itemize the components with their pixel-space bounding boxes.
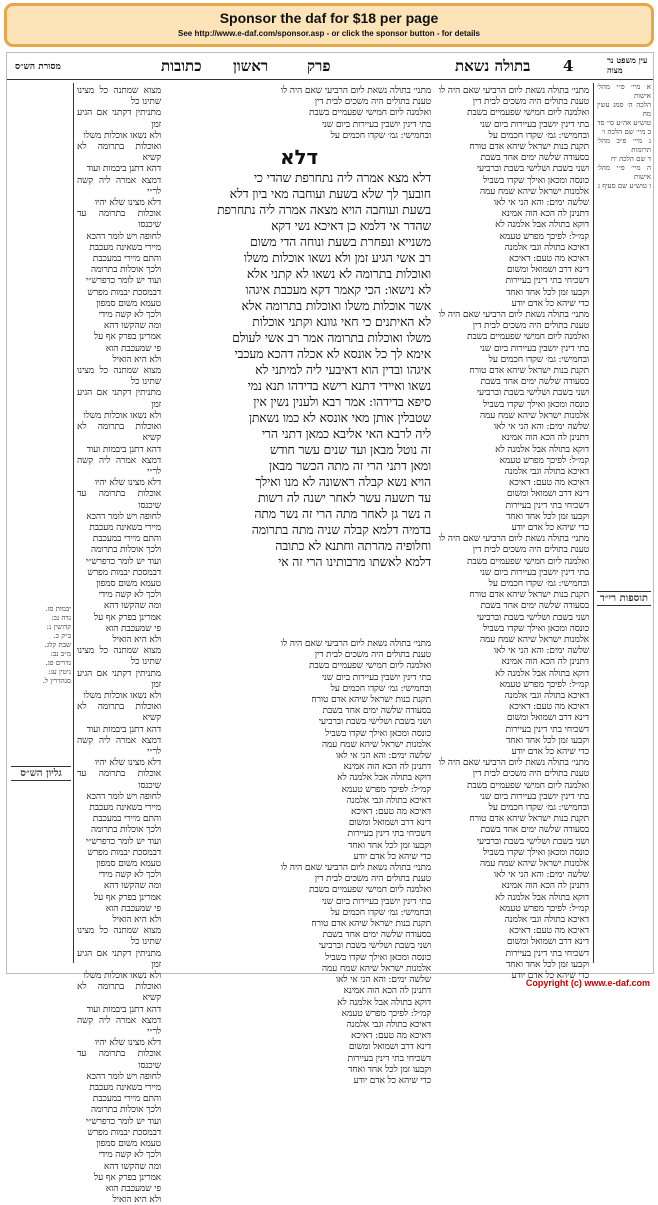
tosafot-line: דבמסכת יבמות מפרש	[87, 846, 161, 858]
commentary-line: טענת בתולים היה משכים לבית דין	[314, 649, 431, 661]
commentary-line: דשכיחי בתי דינין בעיירות	[347, 828, 431, 840]
rashi-line: דתנינן לה הכא הוה אמינא	[501, 208, 589, 220]
tosafot-line: ומה שהקשו דהא	[103, 600, 161, 612]
commentary-line: אלמנות ישראל שיהא שמח עמה	[321, 738, 431, 750]
tosafot-line: טעמא משום סמפון	[96, 297, 161, 309]
rashi-line: שלשה ימים: והא הני אי לאו	[493, 421, 589, 433]
rashi-line: ובחמישי: גמ׳ שקדו חכמים על	[488, 577, 589, 589]
tosafot-line: ולא נשאו אוכלות משלו	[83, 409, 161, 421]
gemara-line: אימא לך כל אונסא לא אכלה דהכא מעכבי	[234, 346, 431, 361]
rashi-line: כונסה ומכאן ואילך שקדו בשביל	[483, 174, 589, 186]
tosafot-line: דהא דתנן ביבמות ועוד	[86, 163, 161, 175]
rashi-line: טענת בתולים היה משכים לבית דין	[472, 768, 589, 780]
gemara-line: דלא מצא אמרה ליה נתחרפת שהדי כי	[253, 170, 431, 185]
tosafot-line: ועוד יש לומר כדפרש״י	[85, 275, 161, 287]
gemara-line: אשר אוכלות משלו ואוכלות בתרומה אלא	[241, 298, 431, 313]
commentary-line: דינא דרב ושמואל ומשום	[348, 817, 431, 829]
tosafot-line: דלא מצינו שלא יהיו	[94, 1037, 161, 1049]
tosafot-line: ולכך אוכלות בתרומה	[90, 264, 161, 276]
commentary-line: ובחמישי: גמ׳ שקדו חכמים על	[330, 682, 431, 694]
commentary-line: אלמנות ישראל שיהא שמח עמה	[321, 962, 431, 974]
header-right-label: עין משפט נר מצוה	[607, 55, 648, 75]
commentary-line: טענת בתולים היה משכים לבית דין	[314, 873, 431, 885]
gemara-line: בשעת ועוחבה הויא מצאה אמרה ליה נתחרפת	[217, 202, 431, 217]
masoret-reference: נדה נב:	[51, 614, 71, 622]
rashi-line: תקנת בנות ישראל שיהא אדם טורח	[469, 141, 589, 153]
tosafot-line: מתניתין דקתני אם הגיע זמן	[77, 947, 161, 970]
rashi-line: כדי שיהא כל אדם יודע	[511, 745, 589, 757]
rashi-line: דאיכא מה טעם: דאיכא	[509, 925, 589, 937]
rashi-line: דינא דרב ושמואל ומשום	[506, 936, 589, 948]
commentary-line: ושני בשבת ושלישי בשבת וברביעי	[318, 716, 431, 728]
rashi-line: כונסה ומכאן ואילך שקדו בשביל	[483, 846, 589, 858]
tosafot-line: ומה שהקשו דהא	[103, 1160, 161, 1172]
masoret-reference: נדרים פג.	[45, 659, 71, 667]
rashi-line: דאיכא מה טעם: דאיכא	[509, 253, 589, 265]
gemara-line: שהדר אי דלמא כן דאיכא נשי דקא	[271, 218, 431, 233]
sponsor-banner[interactable]	[4, 3, 654, 47]
commentary-line: דאיכא מה טעם: דאיכא	[351, 1030, 431, 1042]
rashi-line: אלמנות ישראל שיהא שמח עמה	[479, 185, 589, 197]
rashi-line: ושני בשבת ושלישי בשבת וברביעי	[476, 835, 589, 847]
tosafot-line: ולא נשאו אוכלות משלו	[83, 970, 161, 982]
tosafot-line: ועוד יש לומר כדפרש״י	[85, 555, 161, 567]
tosafot-line: טעמא משום סמפון	[96, 1138, 161, 1150]
commentary-line: בתי דינין יושבין בעיירות ביום שני	[321, 895, 431, 907]
tosafot-line: ולכך לא קשה מידי	[98, 1149, 161, 1161]
tosafot-line: לחופה ויש לומר דהכא	[86, 230, 161, 242]
rashi-line: דוקא בתולה אבל אלמנה לא	[495, 891, 589, 903]
rashi-line: כונסה ומכאן ואילך שקדו בשביל	[483, 398, 589, 410]
commentary-line: ואלמנה ליום חמישי שפעמיים בשבת	[308, 884, 431, 896]
commentary-line: דוקא בתולה אבל אלמנה לא	[337, 996, 431, 1008]
tosafot-line: מתניתין דקתני אם הגיע זמן	[77, 387, 161, 410]
commentary-line: דאיכא מה טעם: דאיכא	[351, 806, 431, 818]
commentary-line: קמ״ל: לפיכך מפרש טעמא	[341, 783, 431, 795]
commentary-line: דאיכא בתולה וגבי אלמנה	[346, 1018, 431, 1030]
rashi-line: ובחמישי: גמ׳ שקדו חכמים על	[488, 353, 589, 365]
rashi-line: בסעודה שלשה ימים אחד בשבת	[480, 600, 589, 612]
tosafot-line: והתם מיירי במעכבת	[92, 1093, 161, 1105]
rashi-line: תקנת בנות ישראל שיהא אדם טורח	[469, 813, 589, 825]
rashi-line: מתני׳ בתולה נשאת ליום הרביעי שאם היה לו	[438, 533, 589, 545]
rashi-line: ואלמנה ליום חמישי שפעמיים בשבת	[466, 107, 589, 119]
rashi-line: כונסה ומכאן ואילך שקדו בשביל	[483, 622, 589, 634]
gemara-line: שטבלין אותן מאי אונסא לא כמו נשאתן	[248, 410, 431, 425]
tosafot-line: והתם מיירי במעכבת	[92, 533, 161, 545]
rashi-line: דינא דרב ושמואל ומשום	[506, 264, 589, 276]
right-margin-column	[597, 83, 651, 963]
rashi-line: שלשה ימים: והא הני אי לאו	[493, 869, 589, 881]
tosafot-line: דמצא אמרה ליה קשה לר״י	[77, 174, 161, 197]
header-chapter-name: ראשון	[233, 57, 269, 75]
commentary-line: שלשה ימים: והא הני אי לאו	[335, 750, 431, 762]
rashi-line: בתי דינין יושבין בעיירות ביום שני	[479, 118, 589, 130]
tosafot-line: מתניתין דקתני אם הגיע זמן	[77, 107, 161, 130]
rashi-line: אלמנות ישראל שיהא שמח עמה	[479, 633, 589, 645]
ein-mishpat-reference: ד שם הלכה יח	[610, 155, 651, 163]
tosafot-line: ומה שהקשו דהא	[103, 320, 161, 332]
rashi-line: ואלמנה ליום חמישי שפעמיים בשבת	[466, 779, 589, 791]
tosafot-line: מיירי בשאינה מעכבת	[89, 521, 161, 533]
rashi-line: דאיכא בתולה וגבי אלמנה	[504, 914, 589, 926]
commentary-line: דתנינן לה הכא הוה אמינא	[343, 985, 431, 997]
tosafot-line: מצוא שמתנה כל מצינו שתינו כל	[77, 645, 161, 668]
tosafot-line: ועוד יש לומר כדפרש״י	[85, 835, 161, 847]
ein-mishpat-reference: ה מיי׳ פ״י מהל׳ אישות	[597, 164, 651, 181]
rashi-line: תקנת בנות ישראל שיהא אדם טורח	[469, 589, 589, 601]
tosafot-line: אוכלות בתרומה עד שיכנסו	[77, 488, 161, 511]
gemara-line: ה נשר גן לאחר מתה הרי זה נשר מתה	[254, 506, 431, 521]
tosafot-line: דהא דתנן ביבמות ועוד	[86, 443, 161, 455]
rashi-line: קמ״ל: לפיכך מפרש טעמא	[499, 678, 589, 690]
rashi-line: דתנינן לה הכא הוה אמינא	[501, 432, 589, 444]
rashi-line: דתנינן לה הכא הוה אמינא	[501, 656, 589, 668]
tosafot-line: פי שמעכבת הוא	[105, 622, 161, 634]
tosafot-line: לחופה ויש לומר דהכא	[86, 790, 161, 802]
page-number: 4	[563, 57, 574, 75]
commentary-line: בתי דינין יושבין בעיירות ביום שני	[321, 671, 431, 683]
tosafot-line: ולא היא הואיל	[112, 633, 161, 645]
gemara-text	[167, 170, 431, 570]
header-tractate: בתולה נשאת	[455, 57, 531, 75]
tosafot-line: ולכך לא קשה מידי	[98, 869, 161, 881]
ein-mishpat-reference: טוש״ע אה״ע סי׳ סד	[597, 119, 651, 127]
header-ketubot: כתובות	[161, 57, 202, 75]
gemara-line: לא נישאו: הכי קאמר דקא מעכבת איגהו	[245, 282, 431, 297]
commentary-line: בתי דינין יושבין בעיירות ביום שני	[321, 118, 431, 130]
rashi-line: דשכיחי בתי דינין בעיירות	[505, 947, 589, 959]
tosafot-line: טעמא משום סמפון	[96, 577, 161, 589]
rashi-line: קמ״ל: לפיכך מפרש טעמא	[499, 454, 589, 466]
header-left-label: מסורת הש״ס	[15, 62, 61, 72]
tosafot-line: ולא נשאו אוכלות משלו	[83, 689, 161, 701]
rashi-line: בתי דינין יושבין בעיירות ביום שני	[479, 566, 589, 578]
gemara-line: לא האיתנים כי חאי גוונא וקתני אוכלות	[252, 314, 431, 329]
rashi-line: מתני׳ בתולה נשאת ליום הרביעי שאם היה לו	[438, 309, 589, 321]
tosafot-line: ואוכלות בתרומה לא קשיא	[77, 981, 161, 1004]
tosafot-line: מצוא שמתנה כל מצינו שתינו כל	[77, 365, 161, 388]
sponsor-subtitle[interactable]: See http://www.e-daf.com/sponsor.asp - or click the sponsor button - for details	[178, 29, 480, 38]
rashi-line: טענת בתולים היה משכים לבית דין	[472, 96, 589, 108]
rashi-line: שלשה ימים: והא הני אי לאו	[493, 197, 589, 209]
gemara-column	[167, 145, 431, 629]
commentary-line: שלשה ימים: והא הני אי לאו	[335, 974, 431, 986]
rashi-line: כדי שיהא כל אדם יודע	[511, 521, 589, 533]
rashi-line: דתנינן לה הכא הוה אמינא	[501, 880, 589, 892]
left-margin-box-heading: גליון הש״ס	[11, 766, 71, 781]
commentary-line: מתני׳ בתולה נשאת ליום הרביעי שאם היה לו	[280, 638, 431, 649]
rashi-line: אלמנות ישראל שיהא שמח עמה	[479, 858, 589, 870]
right-margin-box-heading: תוספות רי״ד	[597, 591, 651, 606]
masoret-reference: יבמות סז.	[45, 605, 71, 613]
tosafot-line: והתם מיירי במעכבת	[92, 813, 161, 825]
commentary-line: מתני׳ בתולה נשאת ליום הרביעי שאם היה לו	[280, 862, 431, 874]
gemara-line: ליה לרבא האי אליבא כמאן דתני הרי	[261, 426, 431, 441]
tosafot-line: ולכך לא קשה מידי	[98, 309, 161, 321]
rashi-line: דינא דרב ושמואל ומשום	[506, 712, 589, 724]
rashi-line: דאיכא בתולה וגבי אלמנה	[504, 689, 589, 701]
gemara-line: חובעך לך שלא בשעת ועוחבה מאי ביון דלא	[229, 186, 431, 201]
tosafot-line: ולא נשאו אוכלות משלו	[83, 129, 161, 141]
gemara-line: ואוכלות בתרומה לא נשאו לא קתני אלא	[246, 266, 431, 281]
tosafot-line: ואוכלות בתרומה לא קשיא	[77, 141, 161, 164]
rashi-line: ושני בשבת ושלישי בשבת וברביעי	[476, 163, 589, 175]
commentary-line: ובחמישי: גמ׳ שקדו חכמים על	[330, 129, 431, 141]
rashi-line: קמ״ל: לפיכך מפרש טעמא	[499, 902, 589, 914]
rashi-line: כדי שיהא כל אדם יודע	[511, 297, 589, 309]
commentary-line: מתני׳ בתולה נשאת ליום הרביעי שאם היה לו	[280, 85, 431, 96]
tosafot-line: והתם מיירי במעכבת	[92, 253, 161, 265]
commentary-line: וקבעו זמן לכל אחד ואחד	[347, 839, 431, 851]
masoret-reference: קדושין נ:	[46, 623, 71, 631]
tosafot-line: ולא היא הואיל	[112, 353, 161, 365]
rashi-text	[437, 85, 589, 981]
rashi-line: דשכיחי בתי דינין בעיירות	[505, 275, 589, 287]
sponsor-title: Sponsor the daf for $18 per page	[219, 10, 439, 26]
tosafot-line: לחופה ויש לומר דהכא	[86, 1070, 161, 1082]
rashi-line: ובחמישי: גמ׳ שקדו חכמים על	[488, 129, 589, 141]
copyright-footer[interactable]: Copyright (c) www.e-daf.com	[525, 978, 650, 988]
rashi-line: וקבעו זמן לכל אחד ואחד	[505, 958, 589, 970]
gemara-upper-commentary	[167, 85, 431, 145]
tosafot-line: דמצא אמרה ליה קשה לר״י	[77, 454, 161, 477]
commentary-line: דאיכא בתולה וגבי אלמנה	[346, 794, 431, 806]
commentary-line: תקנת בנות ישראל שיהא אדם טורח	[311, 918, 431, 930]
tosafot-line: מיירי בשאינה מעכבת	[89, 1082, 161, 1094]
commentary-line: בסעודה שלשה ימים אחד בשבת	[322, 929, 431, 941]
rashi-line: קמ״ל: לפיכך מפרש טעמא	[499, 230, 589, 242]
gemara-line: איגהו ובדין הוא דאיבעי ליה למיתני לא	[255, 362, 431, 377]
rashi-line: אלמנות ישראל שיהא שמח עמה	[479, 409, 589, 421]
tosafot-line: לחופה ויש לומר דהכא	[86, 510, 161, 522]
rashi-line: וקבעו זמן לכל אחד ואחד	[505, 510, 589, 522]
rashi-line: בסעודה שלשה ימים אחד בשבת	[480, 824, 589, 836]
commentary-line: כונסה ומכאן ואילך שקדו בשביל	[325, 727, 431, 739]
tosafot-line: ומה שהקשו דהא	[103, 880, 161, 892]
tosafot-line: ולכך אוכלות בתרומה	[90, 1104, 161, 1116]
commentary-line: כדי שיהא כל אדם יודע	[353, 1074, 431, 1086]
tosafot-line: דבמסכת יבמות מפרש	[87, 566, 161, 578]
tosafot-line: אמרינן בפרק אף על	[93, 611, 161, 623]
tosafot-line: אמרינן בפרק אף על	[93, 1171, 161, 1183]
rashi-line: וקבעו זמן לכל אחד ואחד	[505, 286, 589, 298]
masoret-reference: סנהדרין ל.	[42, 677, 71, 685]
rashi-line: טענת בתולים היה משכים לבית דין	[472, 544, 589, 556]
rashi-line: שלשה ימים: והא הני אי לאו	[493, 645, 589, 657]
commentary-line: ובחמישי: גמ׳ שקדו חכמים על	[330, 906, 431, 918]
rashi-line: בסעודה שלשה ימים אחד בשבת	[480, 376, 589, 388]
tosafot-line: דמצא אמרה ליה קשה לר״י	[77, 1014, 161, 1038]
tosafot-line: מצוא שמתנה כל מצינו שתינו כל	[77, 925, 161, 948]
gemara-line: משנייא ונפחרת בשעת ונוחה הדי משום	[250, 234, 431, 249]
rashi-line: טענת בתולים היה משכים לבית דין	[472, 320, 589, 332]
tosafot-line: דבמסכת יבמות מפרש	[87, 286, 161, 298]
page-header	[7, 53, 653, 80]
masoret-reference: ב״ק כ.	[53, 632, 71, 640]
header-chapter: פרק	[307, 57, 331, 75]
left-margin-references	[11, 605, 71, 686]
commentary-line: ושני בשבת ושלישי בשבת וברביעי	[318, 940, 431, 952]
gemara-line: וחלופיה מהרתה וחתנא לא כתובה	[275, 538, 431, 553]
masoret-reference: גיטין עג:	[48, 668, 71, 676]
tosafot-line: אוכלות בתרומה עד שיכנסו	[77, 1048, 161, 1071]
commentary-line: כונסה ומכאן ואילך שקדו בשביל	[325, 951, 431, 963]
tosafot-line: ולא היא הואיל	[112, 914, 161, 926]
commentary-line: תקנת בנות ישראל שיהא אדם טורח	[311, 694, 431, 706]
tosafot-line: אוכלות בתרומה עד שיכנסו	[77, 208, 161, 231]
rashi-line: דשכיחי בתי דינין בעיירות	[505, 499, 589, 511]
rashi-line: כדי שיהא כל אדם יודע	[511, 970, 589, 982]
gemara-line: בדמיה דלמא קבלה שניה מתה בתרומה	[251, 522, 431, 537]
gemara-line: זה נוטל מבאן ועד שנים עשר חודש	[269, 442, 431, 457]
ein-mishpat-reference: ג מיי׳ פ״ב מהל׳ תרומות	[597, 137, 651, 154]
right-margin-references	[597, 83, 651, 191]
rashi-line: דאיכא בתולה וגבי אלמנה	[504, 465, 589, 477]
rashi-line: מתני׳ בתולה נשאת ליום הרביעי שאם היה לו	[438, 85, 589, 96]
tosafot-line: ולכך אוכלות בתרומה	[90, 824, 161, 836]
tosafot-line: ואוכלות בתרומה לא קשיא	[77, 701, 161, 724]
rashi-line: דוקא בתולה אבל אלמנה לא	[495, 443, 589, 455]
gemara-lead-word: דלא	[280, 145, 318, 169]
masoret-reference: מ״ב נב:	[50, 650, 71, 658]
commentary-line: דשכיחי בתי דינין בעיירות	[347, 1052, 431, 1064]
tosafot-line: דבמסכת יבמות מפרש	[87, 1126, 161, 1138]
tosafot-text	[77, 85, 161, 1205]
commentary-line: ואלמנה ליום חמישי שפעמיים בשבת	[308, 660, 431, 672]
tosafot-line: מתניתין דקתני אם הגיע זמן	[77, 667, 161, 690]
tosafot-line: ולא היא הואיל	[112, 1194, 161, 1205]
rashi-line: דאיכא מה טעם: דאיכא	[509, 701, 589, 713]
ein-mishpat-reference: הלכה ה׳ סמג עשין מח	[597, 101, 651, 118]
tosafot-line: דמצא אמרה ליה קשה לר״י	[77, 734, 161, 757]
rashi-line: מתני׳ בתולה נשאת ליום הרביעי שאם היה לו	[438, 757, 589, 769]
gemara-line: רב אשי הגיע זמן ולא נשאו אוכלות משלו	[243, 250, 431, 265]
rashi-line: ושני בשבת ושלישי בשבת וברביעי	[476, 611, 589, 623]
rashi-line: בסעודה שלשה ימים אחד בשבת	[480, 152, 589, 164]
tosafot-line: מיירי בשאינה מעכבת	[89, 802, 161, 813]
ein-mishpat-reference: א מיי׳ פ״י מהל׳ אישות	[597, 83, 651, 100]
tosafot-line: דהא דתנן ביבמות ועוד	[86, 1003, 161, 1015]
rashi-line: דינא דרב ושמואל ומשום	[506, 488, 589, 500]
commentary-line: דוקא בתולה אבל אלמנה לא	[337, 772, 431, 784]
ein-mishpat-reference: ב מיי׳ שם הלכה ו׳	[601, 128, 651, 136]
masoret-reference: שבת קלג.	[44, 641, 71, 649]
gemara-line: עד תשעה עשר לאחר ישנה לה רשות	[257, 490, 431, 505]
tosafot-line: פי שמעכבת הוא	[105, 342, 161, 354]
rashi-line: ואלמנה ליום חמישי שפעמיים בשבת	[466, 331, 589, 343]
right-margin-divider	[593, 83, 594, 963]
rashi-line: תקנת בנות ישראל שיהא אדם טורח	[469, 365, 589, 377]
tosafot-line: ואוכלות בתרומה לא קשיא	[77, 421, 161, 444]
tosafot-line: ועוד יש לומר כדפרש״י	[85, 1115, 161, 1127]
gemara-line: ומאן דתני הרי זה מתה הכשר מבאן	[268, 458, 431, 473]
commentary-line: וקבעו זמן לכל אחד ואחד	[347, 1063, 431, 1075]
left-margin-column	[11, 85, 71, 965]
gemara-lower-commentary	[167, 638, 431, 1086]
tosafot-line: טעמא משום סמפון	[96, 858, 161, 870]
tosafot-line: אוכלות בתרומה עד שיכנסו	[77, 768, 161, 791]
commentary-line: בסעודה שלשה ימים אחד בשבת	[322, 705, 431, 717]
tosafot-line: פי שמעכבת הוא	[105, 902, 161, 914]
rashi-line: דאיכא בתולה וגבי אלמנה	[504, 241, 589, 253]
rashi-column	[437, 85, 589, 982]
tosafot-line: ולכך לא קשה מידי	[98, 589, 161, 601]
tosafot-line: אמרינן בפרק אף על	[93, 891, 161, 903]
rashi-line: בתי דינין יושבין בעיירות ביום שני	[479, 790, 589, 802]
commentary-line: דתנינן לה הכא הוה אמינא	[343, 761, 431, 773]
left-margin-divider	[73, 83, 74, 963]
tosafot-line: מצוא שמתנה כל מצינו שתינו כל	[77, 85, 161, 108]
tosafot-line: דלא מצינו שלא יהיו	[94, 197, 161, 209]
commentary-line: טענת בתולים היה משכים לבית דין	[314, 96, 431, 108]
rashi-line: ובחמישי: גמ׳ שקדו חכמים על	[488, 802, 589, 813]
commentary-line: קמ״ל: לפיכך מפרש טעמא	[341, 1007, 431, 1019]
rashi-line: דאיכא מה טעם: דאיכא	[509, 477, 589, 489]
rashi-line: בתי דינין יושבין בעיירות ביום שני	[479, 342, 589, 354]
rashi-line: דוקא בתולה אבל אלמנה לא	[495, 667, 589, 679]
tosafot-line: דלא מצינו שלא יהיו	[94, 477, 161, 489]
tosafot-line: אמרינן בפרק אף על	[93, 331, 161, 343]
tosafot-line: ולכך אוכלות בתרומה	[90, 544, 161, 556]
gemara-line: דלמא לאשתו מרבותינו הרי זה אי	[278, 554, 431, 569]
tosafot-line: דהא דתנן ביבמות ועוד	[86, 723, 161, 735]
gemara-line: משלו ואוכלות בתרומה אמר רב אשי לעולם	[232, 330, 431, 345]
commentary-line: כדי שיהא כל אדם יודע	[353, 850, 431, 862]
gemara-line: נשאו ואיידי דתנא רישא בדידהו תנא נמי	[247, 378, 431, 393]
ein-mishpat-reference: ו טוש״ע שם סעיף ג	[597, 182, 651, 190]
rashi-line: ואלמנה ליום חמישי שפעמיים בשבת	[466, 555, 589, 567]
tosafot-line: פי שמעכבת הוא	[105, 1182, 161, 1194]
commentary-line: ואלמנה ליום חמישי שפעמיים בשבת	[308, 107, 431, 119]
tosafot-column	[77, 85, 161, 1205]
rashi-line: ושני בשבת ושלישי בשבת וברביעי	[476, 387, 589, 399]
tosafot-line: מיירי בשאינה מעכבת	[89, 241, 161, 253]
rashi-line: וקבעו זמן לכל אחד ואחד	[505, 734, 589, 746]
gemara-line: הויא נשא קבלה ראשונה לא מנו ואילך	[255, 474, 431, 489]
rashi-line: דשכיחי בתי דינין בעיירות	[505, 723, 589, 735]
gemara-line: סיפא בדידהו: אמר רבא ולענין נשין אין	[253, 394, 431, 409]
commentary-line: דינא דרב ושמואל ומשום	[348, 1041, 431, 1053]
tosafot-line: דלא מצינו שלא יהיו	[94, 757, 161, 769]
rashi-line: דוקא בתולה אבל אלמנה לא	[495, 219, 589, 231]
